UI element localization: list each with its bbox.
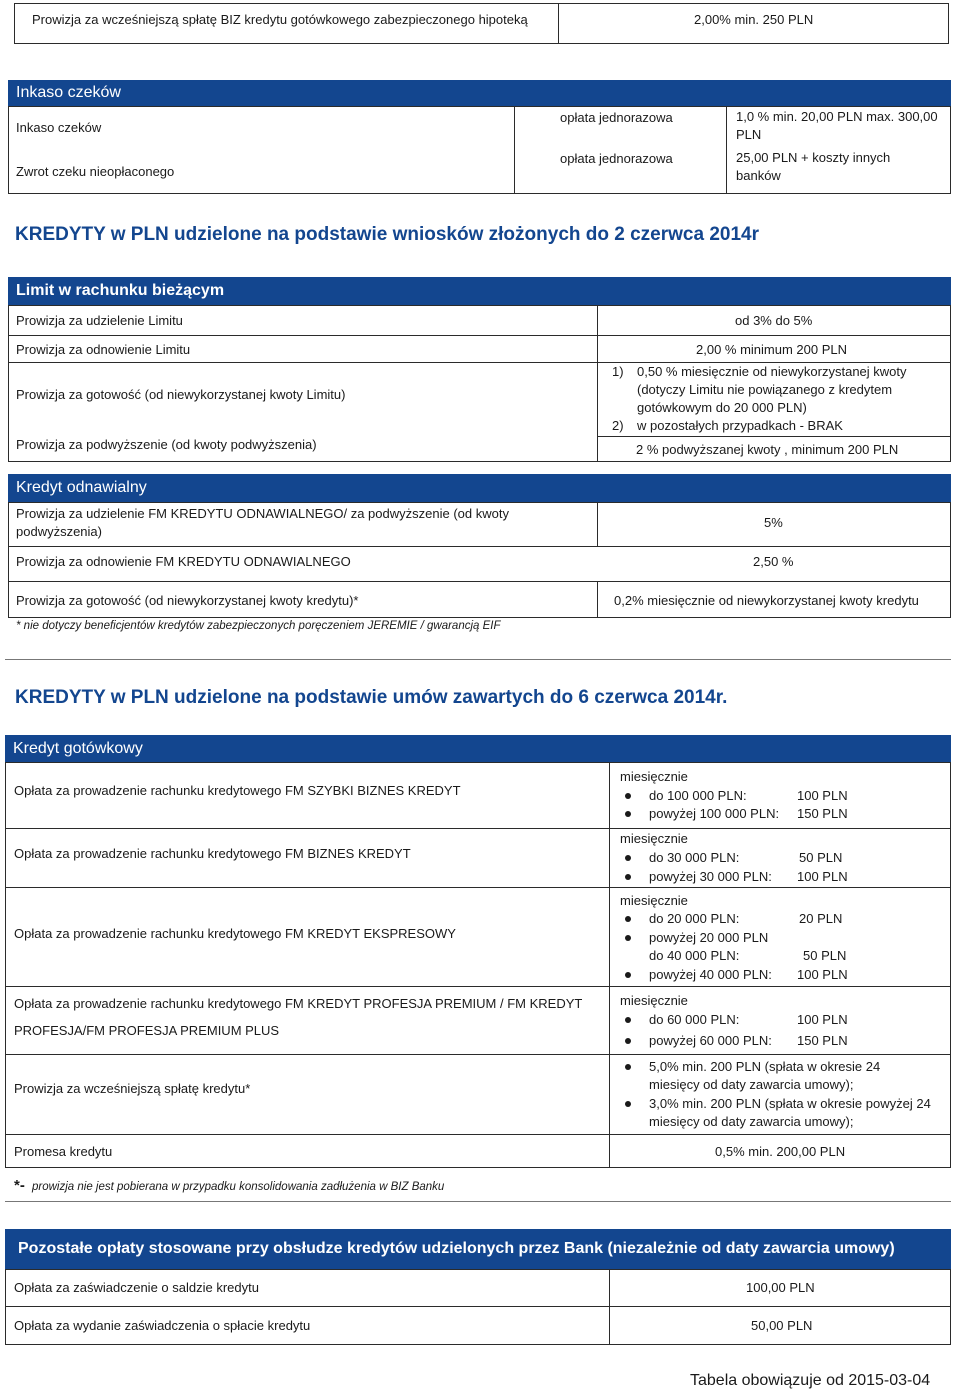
- gotowkowy-row-label: Opłata za prowadzenie rachunku kredytowego FM BIZNES KREDYT: [14, 846, 411, 861]
- list-item: 5,0% min. 200 PLN (spłata w okresie 24 miesięcy od daty zawarcia umowy);: [649, 1059, 881, 1092]
- list-item: w pozostałych przypadkach - BRAK: [637, 418, 843, 433]
- validity-footer: Tabela obowiązuje od 2015-03-04: [690, 1372, 931, 1389]
- inkaso-row-type: opłata jednorazowa: [560, 151, 673, 166]
- gotowkowy-row-label: Opłata za prowadzenie rachunku kredytowego FM KREDYT EKSPRESOWY: [14, 926, 456, 941]
- gotowkowy-row-label: Prowizja za wcześniejszą spłatę kredytu*: [14, 1081, 251, 1096]
- divider: [5, 659, 951, 660]
- gotowkowy-row-label: Opłata za prowadzenie rachunku kredytowego FM SZYBKI BIZNES KREDYT: [14, 783, 461, 798]
- bullet-icon: [625, 855, 631, 861]
- list-item: 3,0% min. 200 PLN (spłata w okresie powyżej 24 miesięcy od daty zawarcia umowy);: [649, 1096, 931, 1129]
- tier-fee: 100 PLN: [797, 1012, 848, 1027]
- odnawialny-row-label: Prowizja za gotowość (od niewykorzystanej kwoty kredytu)*: [16, 593, 359, 608]
- inkaso-row-type: opłata jednorazowa: [560, 110, 673, 125]
- tier-threshold: powyżej 40 000 PLN:: [649, 967, 772, 982]
- pozostale-header: Pozostałe opłaty stosowane przy obsłudze kredytów udzielonych przez Bank (niezależnie od daty zawarcia umowy): [5, 1229, 951, 1269]
- bullet-icon: [625, 1017, 631, 1023]
- inkaso-header: Inkaso czeków: [8, 80, 951, 106]
- bullet-icon: [625, 935, 631, 941]
- top-row-value: 2,00% min. 250 PLN: [694, 12, 814, 27]
- bullet-icon: [625, 874, 631, 880]
- period-label: miesięcznie: [620, 893, 688, 908]
- odnawialny-row-label: Prowizja za odnowienie FM KREDYTU ODNAWIALNEGO: [16, 554, 351, 569]
- tier-fee: 150 PLN: [797, 1033, 848, 1048]
- footnote-star: *-: [14, 1177, 25, 1194]
- limit-header: Limit w rachunku bieżącym: [8, 277, 951, 305]
- tier-threshold: powyżej 30 000 PLN:: [649, 869, 772, 884]
- bullet-icon: [625, 972, 631, 978]
- tier-fee: 20 PLN: [799, 911, 843, 926]
- tier-threshold: do 60 000 PLN:: [649, 1012, 740, 1027]
- list-number: 2): [612, 418, 624, 433]
- inkaso-row-label: Inkaso czeków: [16, 120, 102, 135]
- limit-row-label: Prowizja za gotowość (od niewykorzystanej kwoty Limitu): [16, 387, 346, 402]
- bullet-icon: [625, 1101, 631, 1107]
- period-label: miesięcznie: [620, 993, 688, 1008]
- inkaso-row-value: 1,0 % min. 20,00 PLN max. 300,00 PLN: [736, 109, 938, 142]
- divider: [5, 1201, 951, 1202]
- gotowkowy-header: Kredyt gotówkowy: [5, 735, 951, 762]
- gotowkowy-row-label: Promesa kredytu: [14, 1144, 113, 1159]
- list-item: 0,50 % miesięcznie od niewykorzystanej kwoty (dotyczy Limitu nie powiązanego z kredytem gotówkowym do 20 000 PLN): [637, 364, 907, 415]
- pozostale-row-value: 50,00 PLN: [751, 1318, 813, 1333]
- pozostale-row-value: 100,00 PLN: [746, 1280, 815, 1295]
- bullet-icon: [625, 916, 631, 922]
- bullet-icon: [625, 1064, 631, 1070]
- tier-threshold: do 40 000 PLN:: [649, 948, 740, 963]
- limit-row-value: 2,00 % minimum 200 PLN: [696, 342, 848, 357]
- odnawialny-row-label: Prowizja za udzielenie FM KREDYTU ODNAWIALNEGO/ za podwyższenie (od kwoty podwyższenia): [16, 506, 509, 539]
- tier-threshold: powyżej 100 000 PLN:: [649, 806, 780, 821]
- inkaso-row-value: 25,00 PLN + koszty innych banków: [736, 150, 891, 183]
- odnawialny-row-value: 0,2% miesięcznie od niewykorzystanej kwoty kredytu: [614, 593, 919, 608]
- limit-row-label: Prowizja za odnowienie Limitu: [16, 342, 191, 357]
- period-label: miesięcznie: [620, 831, 688, 846]
- tier-threshold: do 100 000 PLN:: [649, 788, 747, 803]
- gotowkowy-row-value: 0,5% min. 200,00 PLN: [715, 1144, 846, 1159]
- tier-threshold: powyżej 60 000 PLN:: [649, 1033, 772, 1048]
- gotowkowy-row-label: Opłata za prowadzenie rachunku kredytowego FM KREDYT PROFESJA PREMIUM / FM KREDYT: [14, 996, 583, 1011]
- bullet-icon: [625, 811, 631, 817]
- section2-footnote: prowizja nie jest pobierana w przypadku konsolidowania zadłużenia w BIZ Banku: [32, 1181, 445, 1193]
- tier-threshold: powyżej 20 000 PLN: [649, 930, 769, 945]
- pozostale-row-label: Opłata za wydanie zaświadczenia o spłacie kredytu: [14, 1318, 311, 1333]
- odnawialny-header: Kredyt odnawialny: [8, 474, 951, 502]
- odnawialny-footnote: * nie dotyczy beneficjentów kredytów zabezpieczonych poręczeniem JEREMIE / gwarancją EIF: [16, 620, 501, 632]
- list-number: 1): [612, 364, 624, 379]
- tier-fee: 50 PLN: [799, 850, 843, 865]
- limit-row-label: Prowizja za podwyższenie (od kwoty podwyższenia): [16, 437, 317, 452]
- limit-row-value: 2 % podwyższanej kwoty , minimum 200 PLN: [636, 442, 899, 457]
- top-row-label: Prowizja za wcześniejszą spłatę BIZ kredytu gotówkowego zabezpieczonego hipoteką: [32, 12, 528, 27]
- odnawialny-row-value: 5%: [764, 515, 783, 530]
- section2-title: KREDYTY w PLN udzielone na podstawie umów zawartych do 6 czerwca 2014r.: [15, 687, 728, 708]
- period-label: miesięcznie: [620, 769, 688, 784]
- tier-fee: 100 PLN: [797, 788, 848, 803]
- bullet-icon: [625, 793, 631, 799]
- inkaso-row-label: Zwrot czeku nieopłaconego: [16, 164, 175, 179]
- limit-row-label: Prowizja za udzielenie Limitu: [16, 313, 183, 328]
- limit-row-value: od 3% do 5%: [735, 313, 813, 328]
- tier-fee: 100 PLN: [797, 869, 848, 884]
- section1-title: KREDYTY w PLN udzielone na podstawie wniosków złożonych do 2 czerwca 2014r: [15, 224, 759, 245]
- tier-threshold: do 30 000 PLN:: [649, 850, 740, 865]
- gotowkowy-row-label: PROFESJA/FM PROFESJA PREMIUM PLUS: [14, 1023, 280, 1038]
- tier-fee: 50 PLN: [803, 948, 847, 963]
- tier-fee: 100 PLN: [797, 967, 848, 982]
- tier-threshold: do 20 000 PLN:: [649, 911, 740, 926]
- bullet-icon: [625, 1038, 631, 1044]
- odnawialny-row-value: 2,50 %: [753, 554, 794, 569]
- pozostale-row-label: Opłata za zaświadczenie o saldzie kredytu: [14, 1280, 259, 1295]
- tier-fee: 150 PLN: [797, 806, 848, 821]
